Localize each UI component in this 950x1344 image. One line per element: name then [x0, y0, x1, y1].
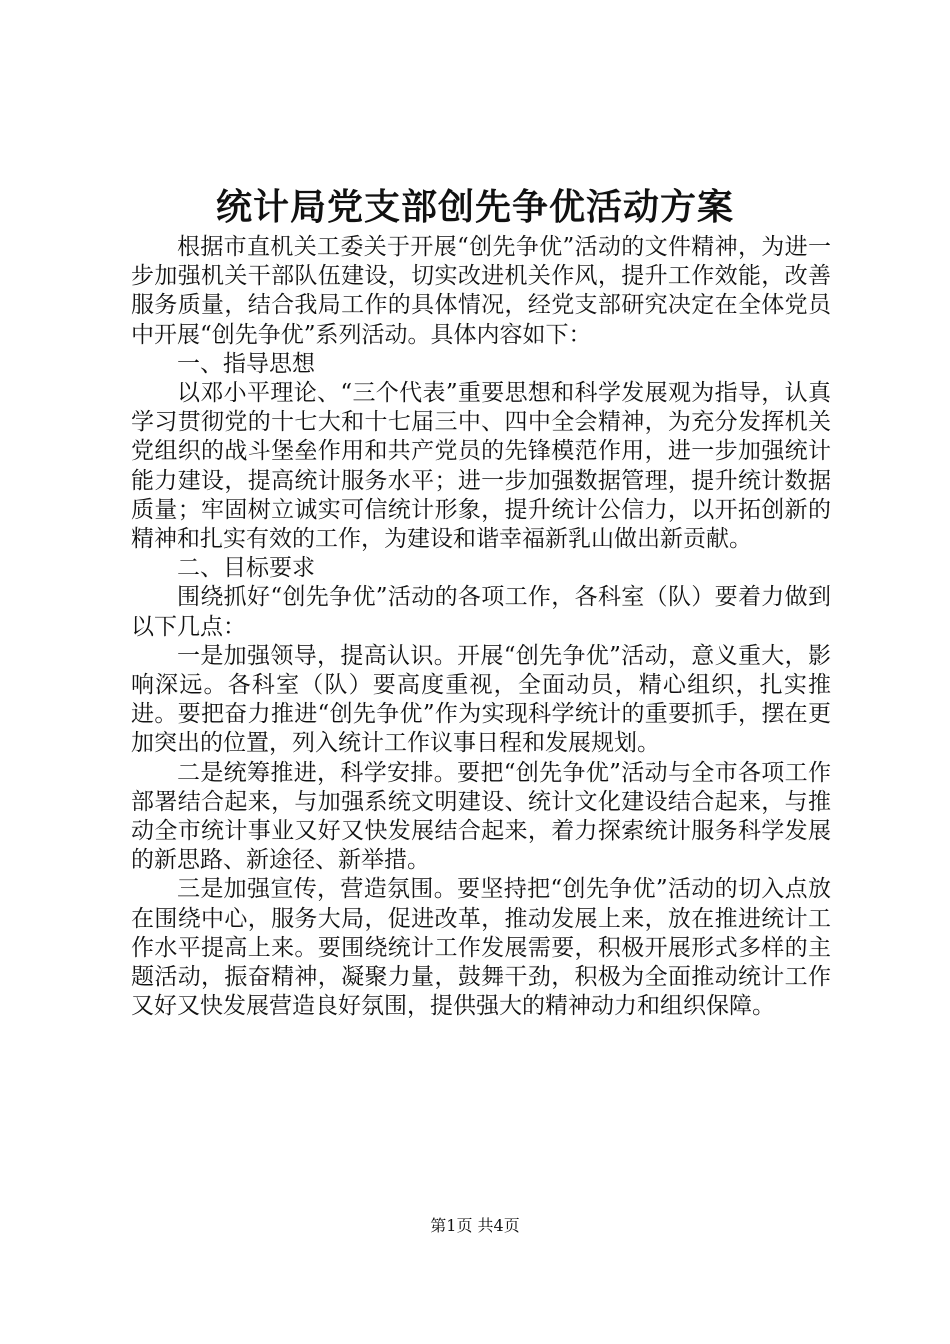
document-body — [131, 233, 831, 1021]
goals-intro-paragraph: 围绕抓好“创先争优”活动的各项工作，各科室（队）要着力做到以下几点： — [131, 584, 831, 640]
page-number-footer: 第1页 共4页 — [430, 1216, 520, 1235]
intro-paragraph: 根据市直机关工委关于开展“创先争优”活动的文件精神，为进一步加强机关干部队伍建设，切实改进机关作风，提升工作效能，改善服务质量，结合我局工作的具体情况，经党支部研究决定在全体党员中开展“创先争优”系列活动。具体内容如下： — [131, 234, 831, 348]
goal-two-paragraph: 二是统筹推进，科学安排。要把“创先争优”活动与全市各项工作部署结合起来，与加强系统文明建设、统计文化建设结合起来，与推动全市统计事业又好又快发展结合起来，着力探索统计服务科学发展的新思路、新途径、新举措。 — [131, 759, 831, 874]
section-heading-goals: 二、目标要求 — [177, 555, 315, 582]
document-title: 统计局党支部创先争优活动方案 — [215, 186, 734, 228]
section-heading-guiding-thought: 一、指导思想 — [177, 350, 315, 377]
goal-one-paragraph: 一是加强领导，提高认识。开展“创先争优”活动，意义重大，影响深远。各科室（队）要高度重视，全面动员，精心组织，扎实推进。要把奋力推进“创先争优”作为实现科学统计的重要抓手，摆在更加突出的位置，列入统计工作议事日程和发展规划。 — [131, 642, 831, 757]
guiding-thought-paragraph: 以邓小平理论、“三个代表”重要思想和科学发展观为指导，认真学习贯彻党的十七大和十七届三中、四中全会精神，为充分发挥机关党组织的战斗堡垒作用和共产党员的先锋模范作用，进一步加强统计能力建设，提高统计服务水平；进一步加强数据管理，提升统计数据质量；牢固树立诚实可信统计形象，提升统计公信力，以开拓创新的精神和扎实有效的工作，为建设和谐幸福新乳山做出新贡献。 — [131, 380, 831, 553]
goal-three-paragraph: 三是加强宣传，营造氛围。要坚持把“创先争优”活动的切入点放在围绕中心，服务大局，促进改革，推动发展上来，放在推进统计工作水平提高上来。要围绕统计工作发展需要，积极开展形式多样的主题活动，振奋精神，凝聚力量，鼓舞干劲，积极为全面推动统计工作又好又快发展营造良好氛围，提供强大的精神动力和组织保障。 — [131, 876, 831, 1020]
